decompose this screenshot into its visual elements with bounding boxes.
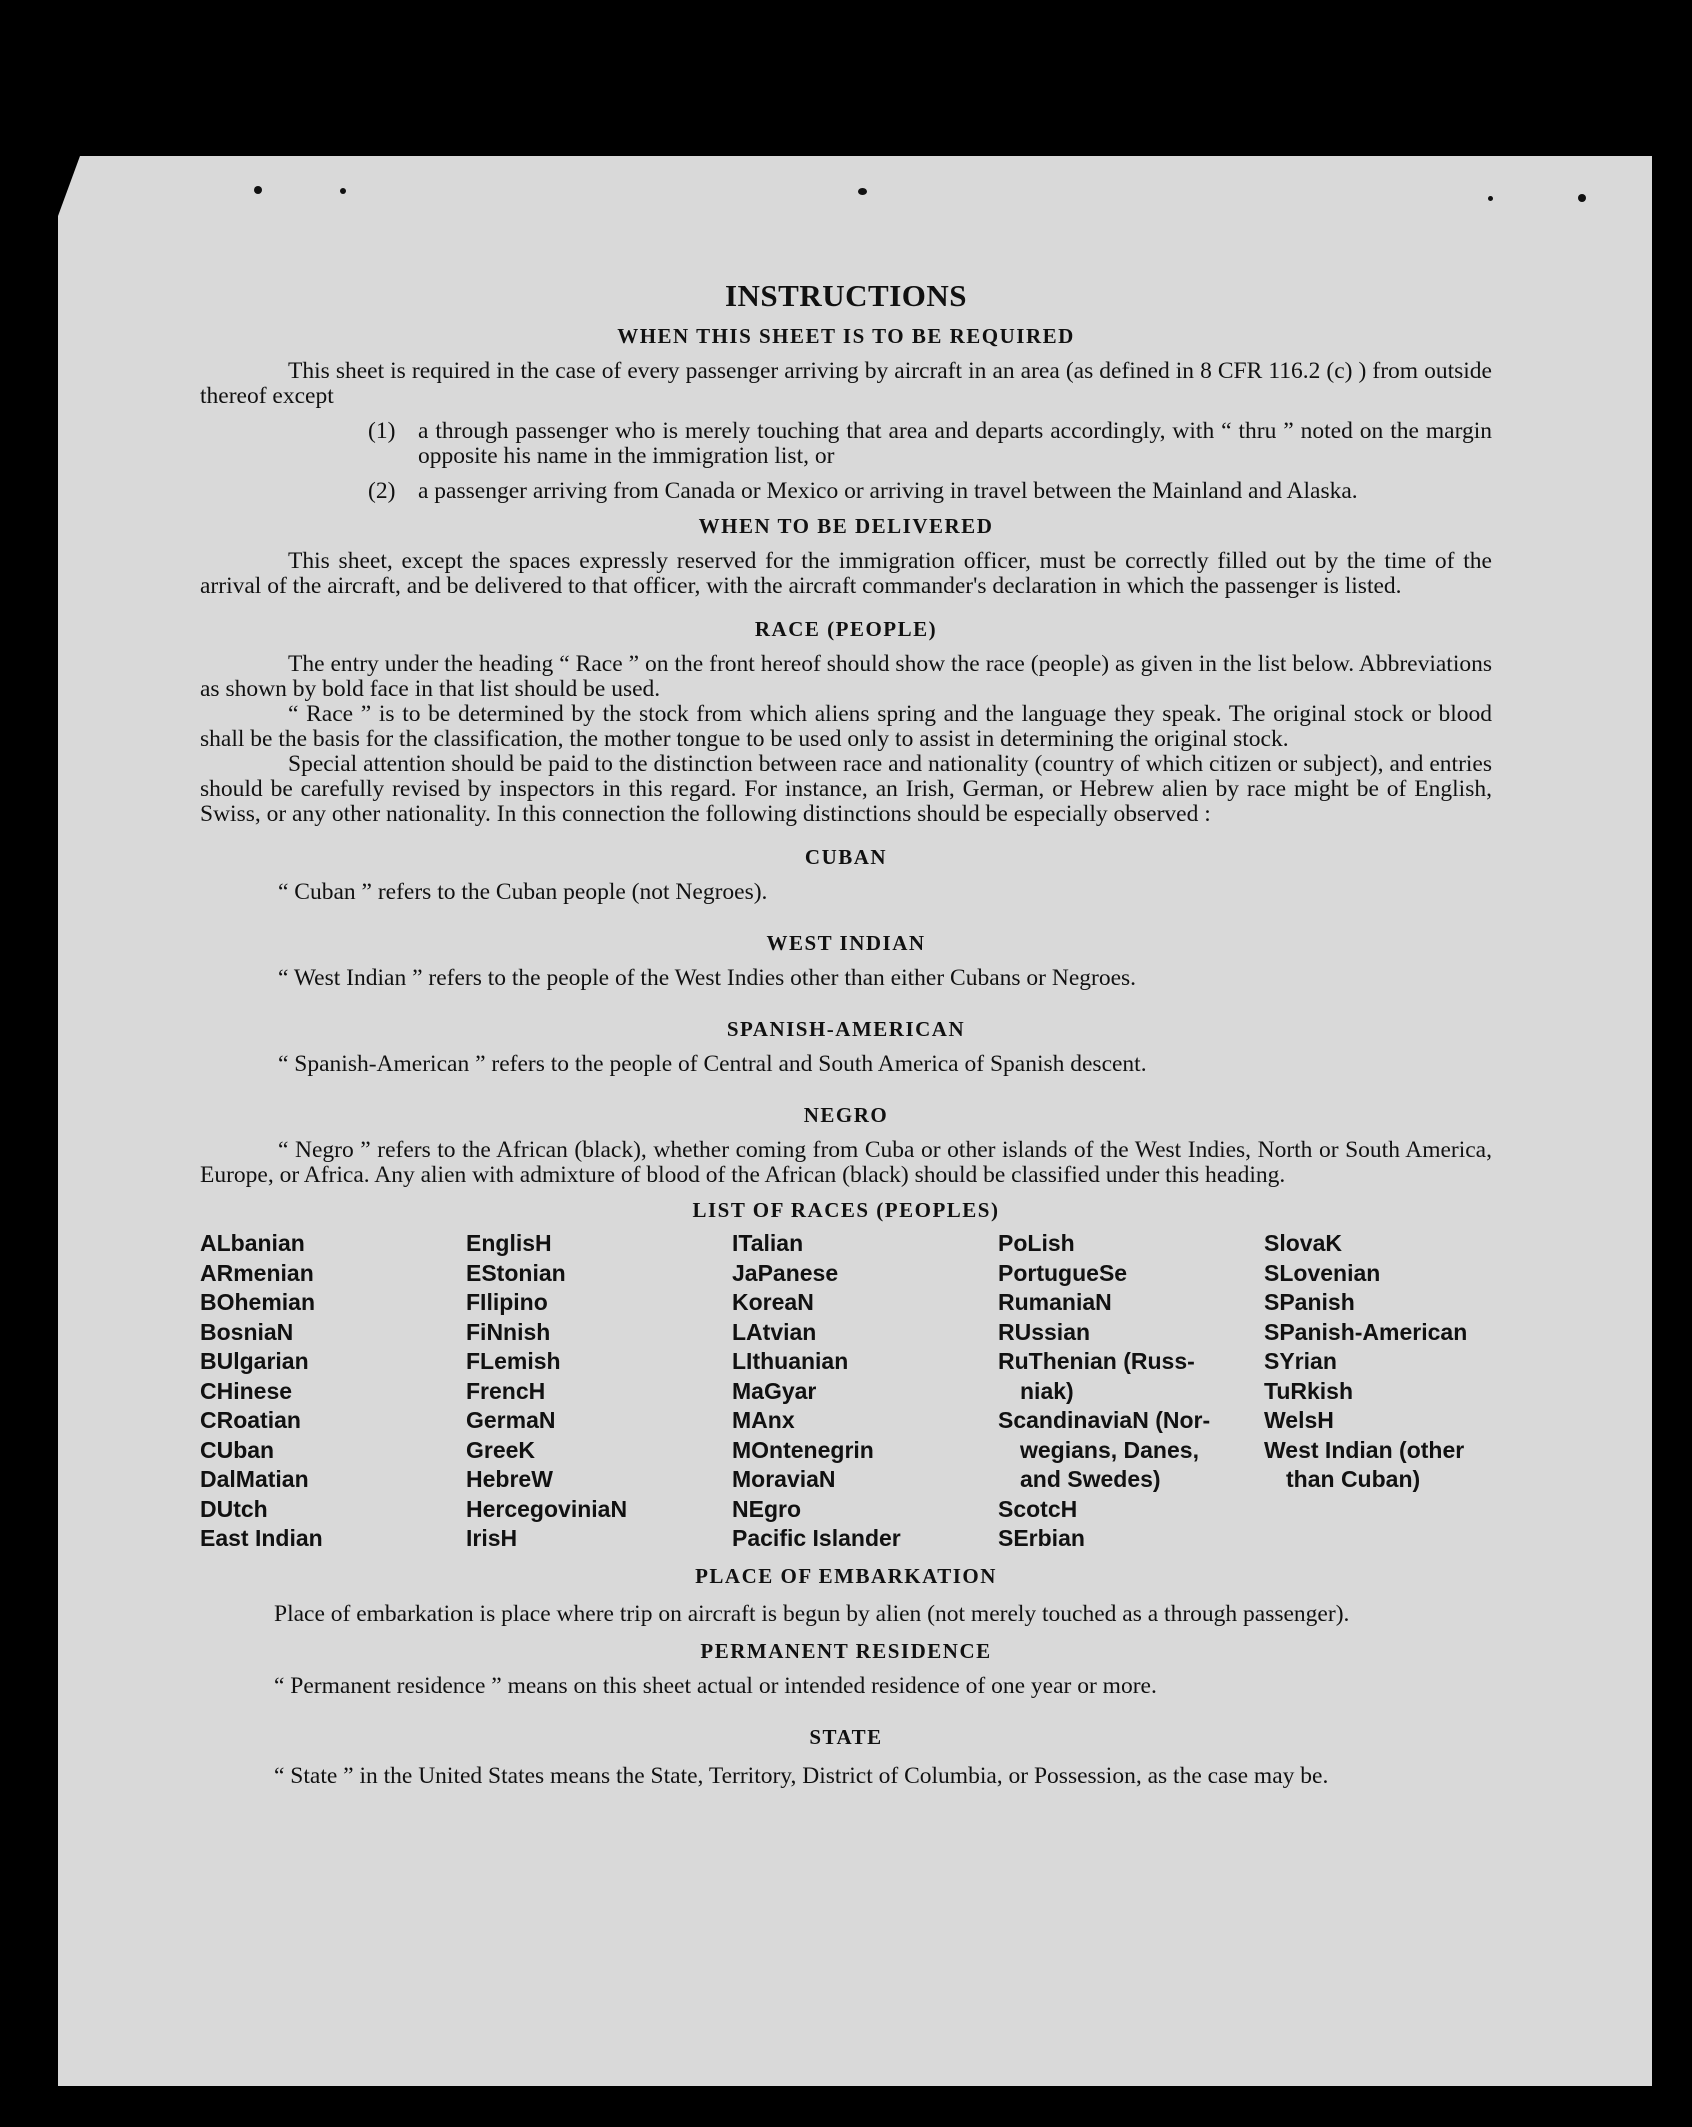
scan-speck <box>340 188 346 194</box>
race-entry: FiNnish <box>466 1318 551 1345</box>
race-entry: SPanish-American <box>1264 1318 1468 1345</box>
race-entry: SLovenian <box>1264 1259 1381 1286</box>
race-entry: GermaN <box>466 1407 556 1433</box>
race-entry: GreeK <box>466 1436 536 1463</box>
race-entry: RuThenian (Russ- <box>998 1348 1195 1374</box>
race-entry: East Indian <box>200 1525 323 1551</box>
race-entry-continuation: wegians, Danes, <box>1020 1436 1199 1463</box>
race-entry: RUssian <box>998 1318 1091 1345</box>
race-entry-continuation: niak) <box>1020 1377 1074 1404</box>
race-entry: MAnx <box>732 1407 795 1433</box>
item-text: a passenger arriving from Canada or Mexico or arriving in travel between the Mainland and Alaska. <box>418 478 1358 504</box>
state-text: “ State ” in the United States means the State, Territory, District of Columbia, or Possession, as the case may be. <box>274 1762 1329 1789</box>
race-entry: DalMatian <box>200 1466 309 1492</box>
race-entry-continuation: and Swedes) <box>1020 1466 1161 1492</box>
race-paragraph-1: The entry under the heading “ Race ” on the front hereof should show the race (people) as given in the list below. Abbreviations as shown by bold face in that list should be used. <box>200 651 1492 702</box>
heading-race: RACE (PEOPLE) <box>754 617 938 641</box>
race-entry: SYrian <box>1264 1348 1337 1374</box>
race-entry: CRoatian <box>200 1407 301 1433</box>
heading-west-indian: WEST INDIAN <box>766 931 926 955</box>
race-entry: ITalian <box>732 1230 804 1256</box>
west-indian-text: “ West Indian ” refers to the people of the West Indies other than either Cubans or Negroes. <box>278 965 1137 991</box>
instructions-content <box>200 278 1492 1792</box>
race-entry: HebreW <box>466 1466 553 1492</box>
race-entry: PoLish <box>998 1230 1075 1256</box>
race-entry: Pacific Islander <box>732 1525 901 1551</box>
race-entry: JaPanese <box>732 1259 839 1286</box>
race-entry: MOntenegrin <box>732 1436 874 1463</box>
race-entry: SlovaK <box>1264 1230 1342 1256</box>
race-entry: LIthuanian <box>732 1348 849 1374</box>
race-entry: FLemish <box>466 1348 561 1374</box>
scan-speck <box>1488 196 1493 201</box>
race-entry: SPanish <box>1264 1289 1355 1315</box>
item-text: a through passenger who is merely touching that area and departs accordingly, with “ thru ” noted on the margin opposite his name in the immigration list, or <box>418 418 1492 469</box>
delivered-text: This sheet, except the spaces expressly reserved for the immigration officer, must be correctly filled out by the time of the arrival of the aircraft, and be delivered to that officer, with the aircraft commander's declaration in which the passenger is listed. <box>200 548 1492 599</box>
exception-item-2 <box>200 479 1492 504</box>
race-entry: BUlgarian <box>200 1348 309 1374</box>
race-entry: FrencH <box>466 1377 546 1404</box>
race-entry: BosniaN <box>200 1318 294 1345</box>
race-entry: KoreaN <box>732 1289 814 1315</box>
race-entry: EStonian <box>466 1259 566 1286</box>
race-entry: WelsH <box>1264 1407 1334 1433</box>
race-entry: ARmenian <box>200 1259 314 1286</box>
residence-text: “ Permanent residence ” means on this sheet actual or intended residence of one year or more. <box>274 1672 1157 1699</box>
race-entry: ALbanian <box>200 1230 305 1256</box>
heading-list-of-races: LIST OF RACES (PEOPLES) <box>692 1198 1000 1222</box>
race-entry: LAtvian <box>732 1318 817 1345</box>
item-number: (1) <box>368 418 396 444</box>
race-entry: EnglisH <box>466 1230 552 1256</box>
heading-cuban: CUBAN <box>804 845 888 869</box>
race-entry: ScotcH <box>998 1495 1078 1522</box>
races-column-1 <box>200 1229 466 1554</box>
race-entry: PortugueSe <box>998 1259 1128 1286</box>
race-entry: CUban <box>200 1436 275 1463</box>
spanish-american-text: “ Spanish-American ” refers to the people of Central and South America of Spanish descent. <box>278 1051 1147 1077</box>
item-number: (2) <box>368 478 396 504</box>
races-column-3 <box>732 1229 998 1554</box>
scan-speck <box>858 188 867 195</box>
race-entry: West Indian (other <box>1264 1436 1465 1463</box>
races-column-5 <box>1264 1229 1504 1554</box>
heading-when-required: WHEN THIS SHEET IS TO BE REQUIRED <box>617 324 1075 348</box>
heading-spanish-american: SPANISH-AMERICAN <box>726 1017 966 1041</box>
race-entry: DUtch <box>200 1495 268 1522</box>
races-column-2 <box>466 1229 732 1554</box>
race-entry-continuation: than Cuban) <box>1286 1466 1421 1492</box>
heading-place-of-embarkation: PLACE OF EMBARKATION <box>695 1563 997 1588</box>
race-entry: TuRkish <box>1264 1377 1354 1404</box>
negro-text: “ Negro ” refers to the African (black), whether coming from Cuba or other islands of the West Indies, North or South America, Europe, or Africa. Any alien with admixture of blood of the African (black) should be classified under this heading. <box>200 1137 1492 1188</box>
heading-state: STATE <box>809 1724 883 1749</box>
race-paragraph-2: “ Race ” is to be determined by the stock from which aliens spring and the language they speak. The original stock or blood shall be the basis for the classification, the mother tongue to be used only to assist in determining the original stock. <box>200 701 1492 752</box>
race-entry: BOhemian <box>200 1289 316 1315</box>
race-entry: IrisH <box>466 1525 518 1551</box>
embarkation-text: Place of embarkation is place where trip on aircraft is begun by alien (not merely touched as a through passenger). <box>274 1600 1350 1627</box>
race-entry: RumaniaN <box>998 1289 1112 1315</box>
heading-permanent-residence: PERMANENT RESIDENCE <box>700 1638 992 1663</box>
scan-speck <box>254 186 262 194</box>
exception-item-1 <box>200 419 1492 469</box>
cuban-text: “ Cuban ” refers to the Cuban people (not Negroes). <box>278 879 768 905</box>
race-entry: ScandinaviaN (Nor- <box>998 1407 1211 1433</box>
race-entry: CHinese <box>200 1377 293 1404</box>
race-entry: NEgro <box>732 1495 801 1522</box>
page-title: INSTRUCTIONS <box>724 278 967 313</box>
race-entry: FIlipino <box>466 1289 548 1315</box>
heading-when-delivered: WHEN TO BE DELIVERED <box>698 514 994 538</box>
required-intro: This sheet is required in the case of every passenger arriving by aircraft in an area (as defined in 8 CFR 116.2 (c) ) from outside thereof except <box>200 358 1492 409</box>
race-entry: MoraviaN <box>732 1466 836 1492</box>
races-column-4 <box>998 1229 1264 1554</box>
race-entry: MaGyar <box>732 1377 817 1404</box>
races-list <box>200 1229 1492 1554</box>
scan-speck <box>1578 194 1586 202</box>
race-entry: SErbian <box>998 1525 1085 1551</box>
race-paragraph-3: Special attention should be paid to the distinction between race and nationality (country of which citizen or subject), and entries should be carefully revised by inspectors in this regard. For instance, an Irish, German, or Hebrew alien by race might be of English, Swiss, or any other nationality. In this connection the following distinctions should be especially observed : <box>200 751 1492 827</box>
heading-negro: NEGRO <box>803 1103 889 1127</box>
race-entry: HercegoviniaN <box>466 1495 628 1522</box>
